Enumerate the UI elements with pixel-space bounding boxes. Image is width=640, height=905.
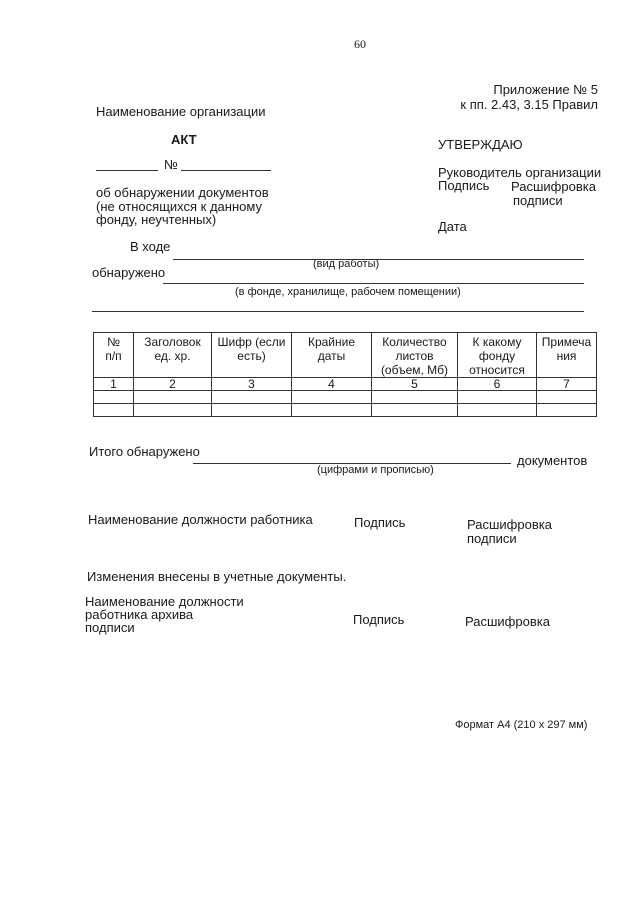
column-number-1: 1: [94, 378, 134, 391]
header-cell-number: № п/п: [94, 333, 134, 378]
appendix-title: Приложение № 5: [493, 82, 598, 97]
act-date-line: [96, 170, 158, 171]
column-number-4: 4: [292, 378, 372, 391]
employee-decoding-label: Расшифровка: [467, 517, 552, 532]
header-cell-dates: Крайние даты: [292, 333, 372, 378]
approval-date-label: Дата: [438, 219, 467, 234]
column-number-5: 5: [372, 378, 458, 391]
approval-title: УТВЕРЖДАЮ: [438, 137, 523, 152]
table-row: [94, 378, 597, 391]
approval-decoding-label: Расшифровка: [511, 179, 596, 194]
header-cell-code: Шифр (если есть): [212, 333, 292, 378]
act-subject-line-3: фонду, неучтенных): [96, 212, 217, 227]
act-number-line: [181, 170, 271, 171]
employee-decoding-label-2: подписи: [467, 531, 517, 546]
location-hint: (в фонде, хранилище, рабочем помещении): [235, 286, 461, 298]
found-line: [163, 283, 584, 284]
column-number-2: 2: [134, 378, 212, 391]
column-number-3: 3: [212, 378, 292, 391]
work-type-hint: (вид работы): [313, 258, 380, 270]
header-cell-title: Заголовок ед. хр.: [134, 333, 212, 378]
employee-position-label: Наименование должности работника: [88, 512, 313, 527]
found-label: обнаружено: [92, 265, 166, 280]
total-suffix: документов: [517, 453, 588, 468]
approval-decoding-label-2: подписи: [513, 193, 563, 208]
table-row: [94, 391, 597, 404]
archive-position-line-3: подписи: [85, 620, 135, 635]
organization-name-label: Наименование организации: [96, 104, 266, 119]
total-label: Итого обнаружено: [89, 444, 200, 459]
changes-text: Изменения внесены в учетные документы.: [87, 569, 347, 584]
act-title: АКТ: [171, 132, 197, 147]
archive-position-line-1: Наименование должности: [85, 594, 244, 609]
act-subject-line-2: (не относящихся к данному: [96, 199, 262, 214]
archive-signature-label: Подпись: [353, 612, 405, 627]
column-number-6: 6: [458, 378, 537, 391]
column-number-7: 7: [537, 378, 597, 391]
table-row: [94, 404, 597, 417]
header-cell-fund: К какому фонду относится: [458, 333, 537, 378]
total-hint: (цифрами и прописью): [317, 464, 434, 476]
archive-decoding-label: Расшифровка: [465, 614, 550, 629]
act-subject-line-1: об обнаружении документов: [96, 185, 269, 200]
employee-signature-label: Подпись: [354, 515, 406, 530]
format-note: Формат А4 (210 x 297 мм): [455, 719, 588, 731]
header-cell-notes: Примеча ния: [537, 333, 597, 378]
archive-position-line-2: работника архива: [85, 607, 194, 622]
header-cell-quantity: Количество листов (объем, Мб): [372, 333, 458, 378]
approval-head-label: Руководитель организации: [438, 165, 602, 180]
during-label: В ходе: [130, 239, 171, 254]
act-number-label: №: [164, 157, 178, 172]
documents-table: [93, 332, 597, 417]
extra-line: [92, 311, 584, 312]
approval-signature-label: Подпись: [438, 178, 490, 193]
page-number: 60: [354, 37, 366, 51]
table-header-row: [94, 333, 597, 378]
appendix-reference: к пп. 2.43, 3.15 Правил: [460, 97, 598, 112]
